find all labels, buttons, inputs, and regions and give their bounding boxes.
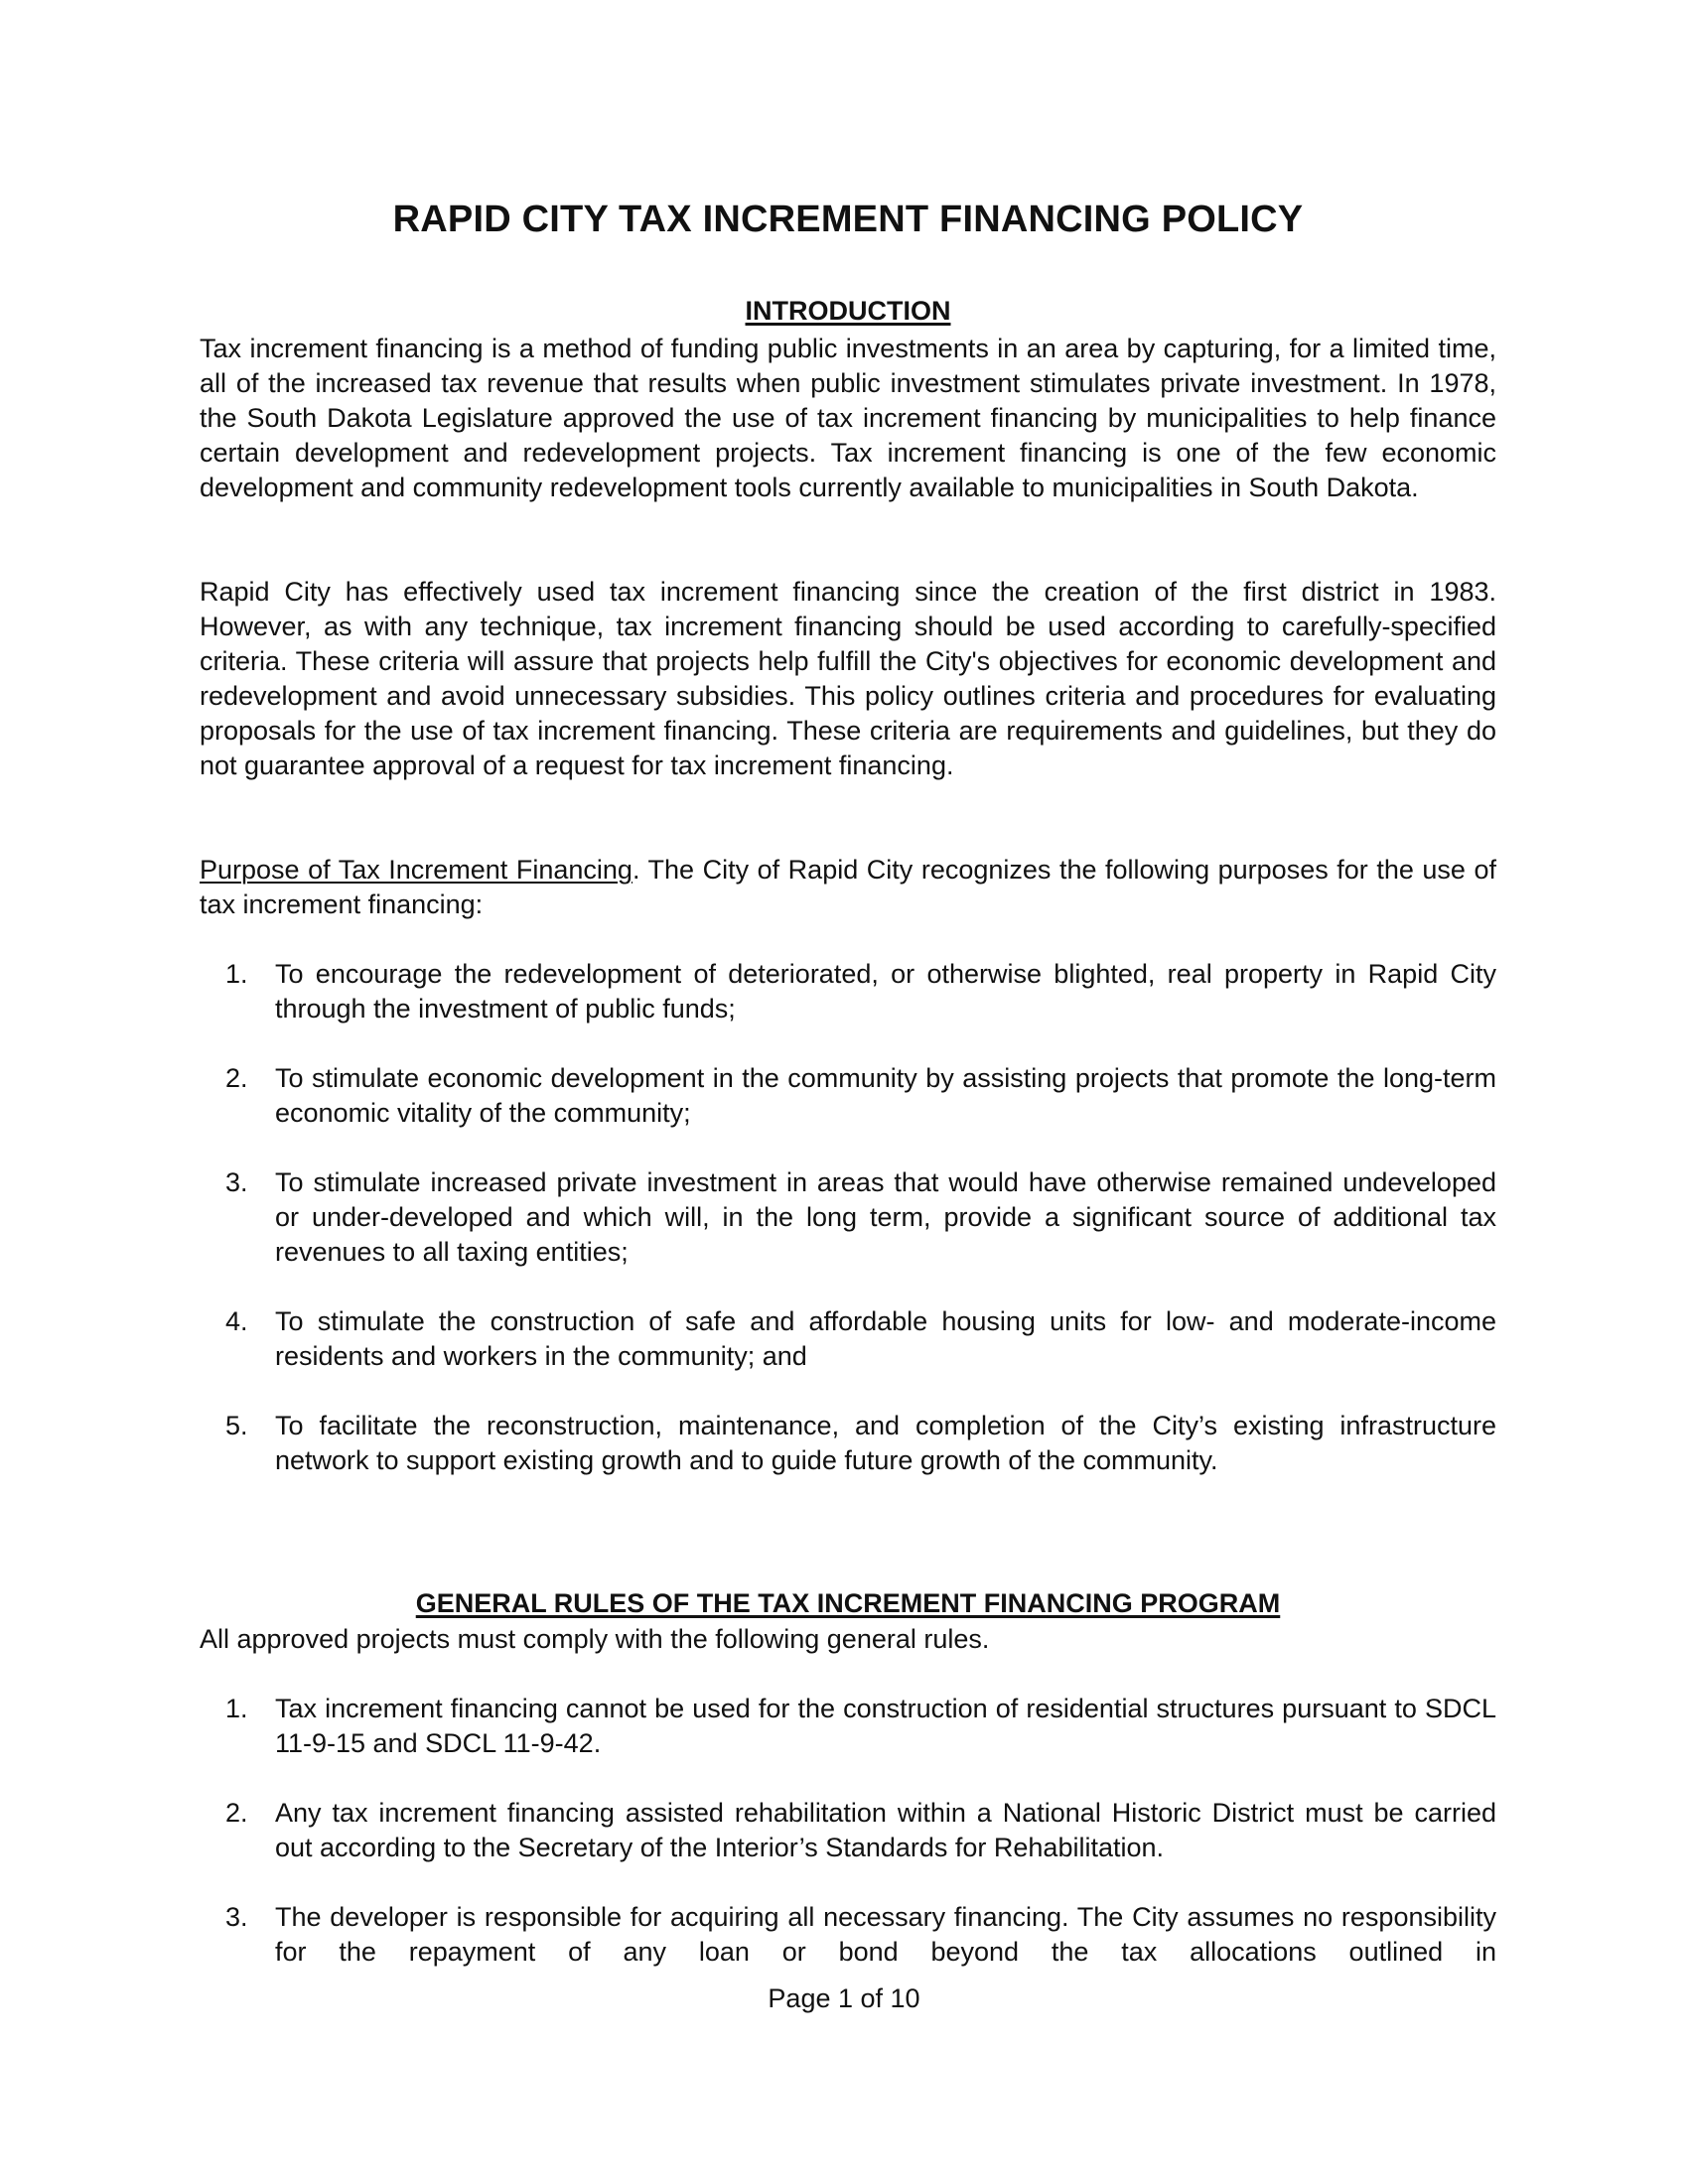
list-item-number: 2. (225, 1798, 248, 1828)
general-rules-intro: All approved projects must comply with the following general rules. (200, 1624, 990, 1654)
list-item-text: The developer is responsible for acquiring all necessary financing. The City assumes no responsibility for the repayment of any loan or bond beyond the tax allocations outlined in (275, 1902, 1496, 1967)
list-item-text: To encourage the redevelopment of deteriorated, or otherwise blighted, real property in Rapid City through the investment of public funds; (275, 959, 1496, 1024)
introduction-heading: INTRODUCTION (745, 296, 951, 326)
purpose-list-item (200, 1165, 1496, 1270)
purpose-list-item (200, 957, 1496, 1026)
general-rules-heading: GENERAL RULES OF THE TAX INCREMENT FINANCING PROGRAM (415, 1588, 1281, 1618)
list-item-number: 1. (225, 959, 248, 989)
list-item-text: Tax increment financing cannot be used for the construction of residential structures pursuant to SDCL 11-9-15 and SDCL 11-9-42. (275, 1694, 1496, 1758)
purpose-paragraph (200, 853, 1496, 922)
list-item-number: 2. (225, 1063, 248, 1093)
list-item-number: 3. (225, 1167, 248, 1197)
purpose-list-item (200, 1061, 1496, 1131)
list-item-text: To stimulate the construction of safe and affordable housing units for low- and moderate-income residents and workers in the community; and (275, 1306, 1496, 1371)
purpose-text: . The City of Rapid City recognizes the following purposes for the use of tax increment financing: (200, 855, 1496, 919)
intro-paragraph-2: Rapid City has effectively used tax increment financing since the creation of the first district in 1983. However, as with any technique, tax increment financing should be used according to carefully-specified criteria. These criteria will assure that projects help fulfill the City's objectives for economic development and redevelopment and avoid unnecessary subsidies. This policy outlines criteria and procedures for evaluating proposals for the use of tax increment financing. These criteria are requirements and guidelines, but they do not guarantee approval of a request for tax increment financing. (200, 577, 1496, 780)
list-item-number: 4. (225, 1306, 248, 1336)
purpose-list-item (200, 1409, 1496, 1478)
purpose-list-item (200, 1304, 1496, 1374)
page-number: Page 1 of 10 (768, 1983, 920, 2013)
list-item-text: To stimulate economic development in the community by assisting projects that promote the long-term economic vitality of the community; (275, 1063, 1496, 1128)
intro-paragraph-1: Tax increment financing is a method of funding public investments in an area by capturing, for a limited time, all of the increased tax revenue that results when public investment stimulates private investment. In 1978, the South Dakota Legislature approved the use of tax increment financing by municipalities to help finance certain development and redevelopment projects. Tax increment financing is one of the few economic development and community redevelopment tools currently available to municipalities in South Dakota. (200, 334, 1496, 502)
rule-list-item (200, 1900, 1496, 1970)
rule-list-item (200, 1796, 1496, 1865)
rule-list-item (200, 1692, 1496, 1761)
purpose-list (200, 957, 1496, 1513)
list-item-text: To stimulate increased private investment in areas that would have otherwise remained undeveloped or under-developed and which will, in the long term, provide a significant source of additional tax revenues to all taxing entities; (275, 1167, 1496, 1267)
list-item-number: 5. (225, 1411, 248, 1440)
list-item-number: 1. (225, 1694, 248, 1723)
list-item-text: Any tax increment financing assisted rehabilitation within a National Historic District must be carried out according to the Secretary of the Interior’s Standards for Rehabilitation. (275, 1798, 1496, 1862)
list-item-text: To facilitate the reconstruction, maintenance, and completion of the City’s existing infrastructure network to support existing growth and to guide future growth of the community. (275, 1411, 1496, 1475)
list-item-number: 3. (225, 1902, 248, 1932)
purpose-label: Purpose of Tax Increment Financing (200, 855, 633, 885)
general-rules-list (200, 1692, 1496, 2004)
document-title: RAPID CITY TAX INCREMENT FINANCING POLICY (392, 199, 1304, 240)
